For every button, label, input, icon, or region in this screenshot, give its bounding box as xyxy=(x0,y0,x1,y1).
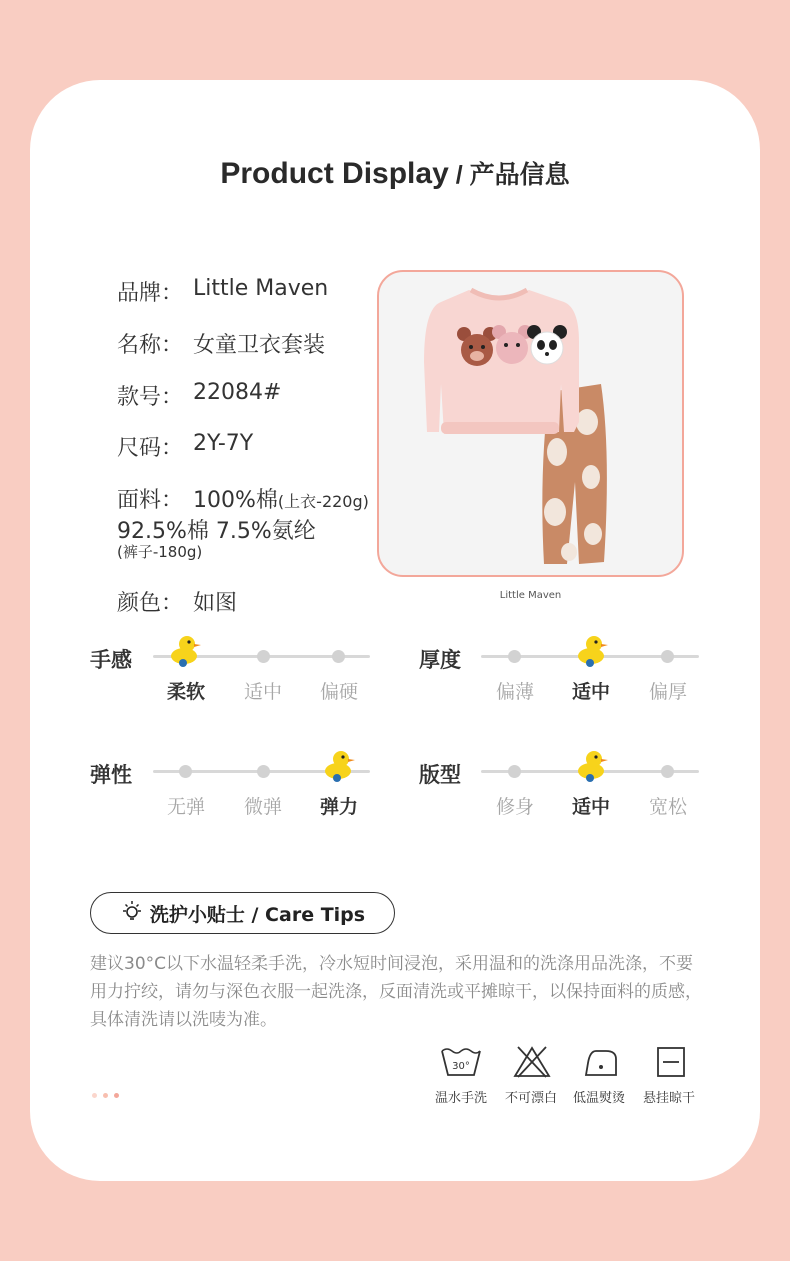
scale-thickness-label: 厚度 xyxy=(419,648,461,672)
pager-dot xyxy=(103,1093,108,1098)
scale-fit-label: 版型 xyxy=(419,763,461,787)
care-tips-label: 洗护小贴士 / Care Tips xyxy=(149,903,366,926)
scale-elasticity-option: 无弹 xyxy=(166,796,205,818)
scale-elasticity-option: 微弹 xyxy=(243,796,282,818)
scale-thickness-option: 适中 xyxy=(571,681,610,703)
title-separator: / xyxy=(448,161,470,189)
pager-dot xyxy=(114,1093,119,1098)
svg-text:30°: 30° xyxy=(452,1061,470,1072)
scale-thickness-option: 偏厚 xyxy=(648,681,687,703)
info-brand xyxy=(117,276,328,307)
low-iron-icon xyxy=(573,1045,629,1083)
fabric-value: 100%棉 xyxy=(193,488,278,513)
fabric-line2: 92.5%棉 7.5%氨纶 xyxy=(117,519,316,544)
scale-feel-dot-2 xyxy=(257,650,270,663)
wash-icon-label: 不可漂白 xyxy=(505,1091,558,1106)
scale-fit-option: 宽松 xyxy=(648,796,687,818)
scale-elasticity-option: 弹力 xyxy=(319,796,358,818)
size-label: 尺码： xyxy=(117,436,184,461)
scale-feel-dot-3 xyxy=(332,650,345,663)
title-cn: 产品信息 xyxy=(469,161,570,189)
care-tips-button[interactable] xyxy=(90,892,395,934)
duck-icon xyxy=(321,747,357,787)
scale-elasticity-dot-1 xyxy=(179,765,192,778)
page-title xyxy=(0,155,790,191)
fabric-note-top: (上衣-220g) xyxy=(277,492,369,511)
name-value: 女童卫衣套装 xyxy=(193,333,326,358)
lightbulb-icon xyxy=(120,899,144,928)
scale-elasticity-dot-2 xyxy=(257,765,270,778)
sku-value: 22084# xyxy=(193,380,282,405)
duck-icon xyxy=(574,632,610,672)
title-en: Product Display xyxy=(220,157,449,190)
info-color xyxy=(117,586,237,617)
color-label: 颜色： xyxy=(117,591,184,616)
scale-feel-option: 适中 xyxy=(243,681,282,703)
name-label: 名称： xyxy=(117,333,184,358)
brand-label: 品牌： xyxy=(117,281,184,306)
duck-icon xyxy=(167,632,203,672)
info-name xyxy=(117,328,325,359)
scale-elasticity-label: 弹性 xyxy=(90,763,132,787)
hang-dry-icon xyxy=(643,1045,699,1083)
wash-icon-label: 低温熨烫 xyxy=(573,1091,626,1106)
care-instructions: 建议30°C以下水温轻柔手洗，冷水短时间浸泡，采用温和的洗涤用品洗涤，不要用力拧绞，请勿与深色衣服一起洗涤，反面清洗或平摊晾干，以保持面料的质感，具体清洗请以洗唛为准。 xyxy=(90,954,702,1030)
scale-feel-option: 柔软 xyxy=(166,681,205,703)
scale-fit-dot-3 xyxy=(661,765,674,778)
scale-feel-label: 手感 xyxy=(90,648,132,672)
wash-icon-label: 悬挂晾干 xyxy=(643,1091,696,1106)
scale-thickness-option: 偏薄 xyxy=(495,681,534,703)
color-value: 如图 xyxy=(193,591,238,616)
wash-icon-label: 温水手洗 xyxy=(435,1091,488,1106)
info-sku xyxy=(117,380,281,411)
outfit-illustration xyxy=(379,272,682,575)
size-value: 2Y-7Y xyxy=(193,431,254,456)
scale-thickness-dot-1 xyxy=(508,650,521,663)
pager-dot xyxy=(92,1093,97,1098)
info-fabric xyxy=(117,483,369,514)
scale-thickness-dot-3 xyxy=(661,650,674,663)
sku-label: 款号： xyxy=(117,385,184,410)
duck-icon xyxy=(574,747,610,787)
scale-fit-option: 修身 xyxy=(495,796,534,818)
scale-fit-option: 适中 xyxy=(571,796,610,818)
scale-feel-option: 偏硬 xyxy=(319,681,358,703)
product-photo xyxy=(377,270,684,577)
no-bleach-icon xyxy=(504,1045,560,1083)
info-size xyxy=(117,431,253,462)
photo-caption: Little Maven xyxy=(499,590,562,601)
brand-value: Little Maven xyxy=(193,276,329,301)
scale-fit-dot-1 xyxy=(508,765,521,778)
hand-wash-30-icon xyxy=(433,1045,489,1083)
fabric-label: 面料： xyxy=(117,488,184,513)
fabric-note-bottom: (裤子-180g) xyxy=(117,543,203,561)
